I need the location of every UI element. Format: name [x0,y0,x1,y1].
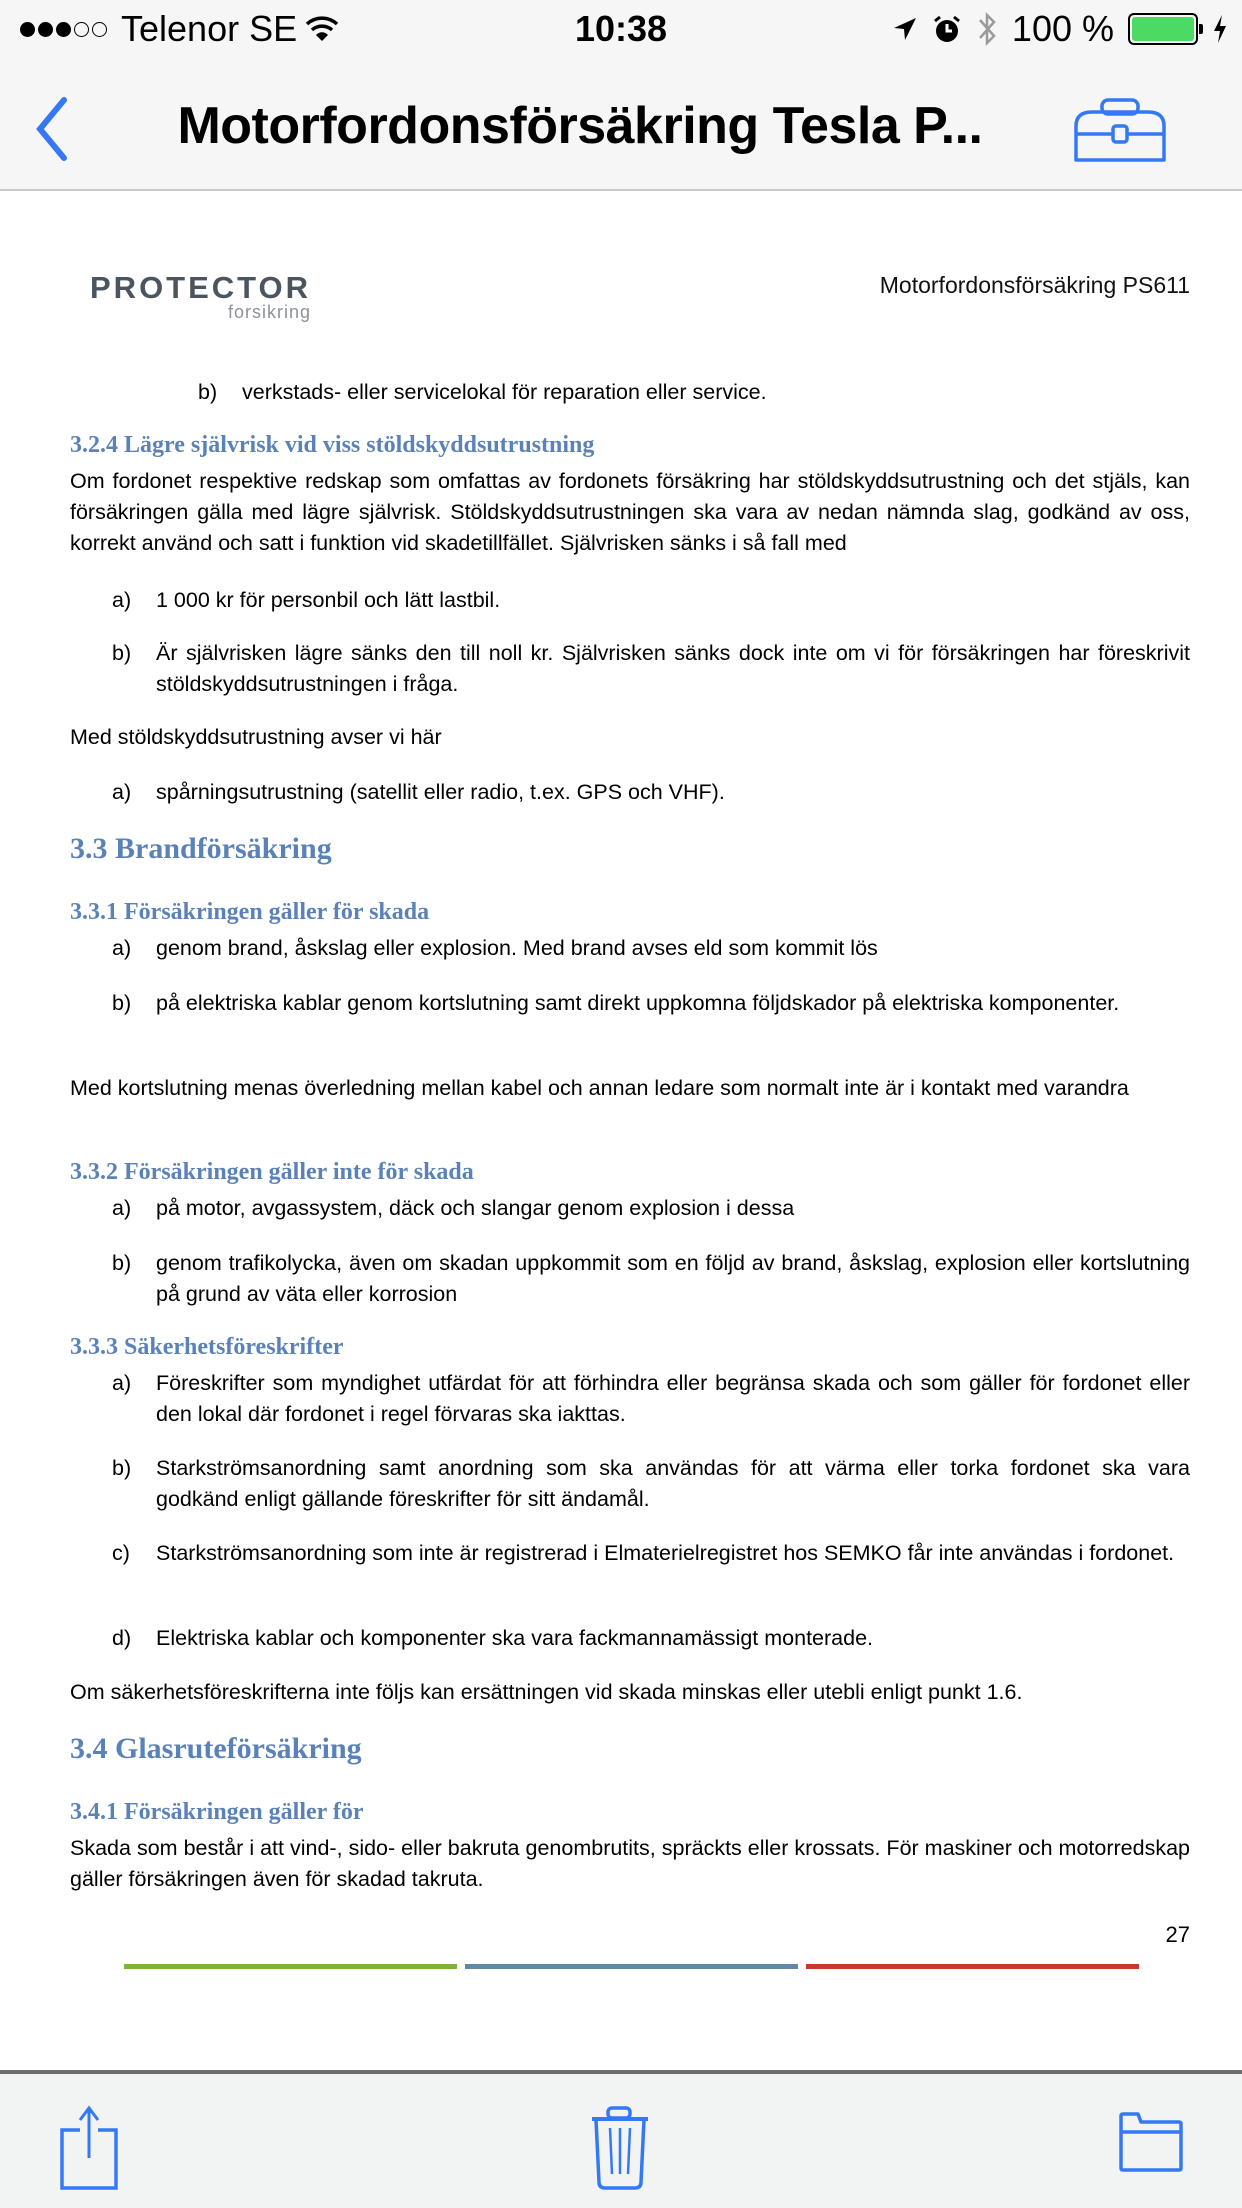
footer-bar-red [806,1964,1139,1969]
footer-bar-blue [465,1964,798,1969]
section-heading-3-3: 3.3 Brandförsäkring [70,832,332,865]
status-bar [0,0,1242,60]
section-heading-3-4: 3.4 Glasruteförsäkring [70,1732,362,1765]
list-item: b) genom trafikolycka, även om skadan uppkommit som en följd av brand, åskslag, explosion eller kortslutning på grund av väta eller korrosion [112,1251,1190,1306]
document-header-title: Motorfordonsförsäkring PS611 [879,272,1190,298]
battery-percent: 100 % [1011,8,1114,49]
section-heading-3-2-4: 3.2.4 Lägre självrisk vid viss stöldskyddsutrustning [70,432,595,458]
toolbox-icon [1072,98,1168,164]
paragraph: Med kortslutning menas överledning mellan kabel och annan ledare som normalt inte är i kontakt med varandra [70,1076,1129,1100]
section-heading-3-4-1: 3.4.1 Försäkringen gäller för [70,1799,364,1825]
list-item: a) spårningsutrustning (satellit eller radio, t.ex. GPS och VHF). [112,780,725,804]
delete-button[interactable] [590,2106,650,2190]
chevron-left-icon [30,94,80,164]
section-heading-3-3-2: 3.3.2 Försäkringen gäller inte för skada [70,1159,474,1185]
protector-logo: PROTECTOR forsikring [90,270,312,322]
list-item: a) på motor, avgassystem, däck och slangar genom explosion i dessa [112,1196,795,1220]
list-item: a) Föreskrifter som myndighet utfärdat för att förhindra eller begränsa skada och som gäller för fordonet eller den lokal där fordonet i regel förvaras ska iakttas. [112,1371,1190,1426]
status-right [892,8,1228,50]
toolbox-button[interactable] [1072,98,1168,164]
paragraph: Om säkerhetsföreskrifterna inte följs kan ersättningen vid skada minskas eller utebli enligt punkt 1.6. [70,1680,1023,1704]
folder-button[interactable] [1118,2112,1184,2172]
list-item: b) verkstads- eller servicelokal för reparation eller service. [198,380,767,404]
share-button[interactable] [58,2104,122,2190]
folder-icon [1118,2112,1184,2172]
bottom-toolbar [0,2070,1242,2208]
list-item: a) 1 000 kr för personbil och lätt lastbil. [112,588,501,612]
list-item: d) Elektriska kablar och komponenter ska vara fackmannamässigt monterade. [112,1626,874,1650]
paragraph: Om fordonet respektive redskap som omfattas av fordonets försäkring har stöldskyddsutrustning och det stjäls, kan försäkringen gälla med lägre självrisk. Stöldskyddsutrustningen ska vara av nedan nämnda slag, godkänd av oss, korrekt använd och satt i funktion vid skadetillfället. Självrisken sänks i så fall med [70,469,1190,555]
charging-bolt-icon [1212,14,1228,44]
page-title: Motorfordonsförsäkring Tesla P... [177,97,983,155]
trash-icon [590,2106,650,2190]
list-item: b) Starkströmsanordning samt anordning som ska användas för att värma eller torka fordonet ska vara godkänd enligt gällande föreskrifter för sitt ändamål. [112,1456,1190,1511]
list-item: a) genom brand, åskslag eller explosion. Med brand avses eld som kommit lös [112,936,878,960]
bluetooth-icon [976,11,998,47]
page-number: 27 [1165,1922,1190,1947]
footer-bar-green [124,1964,457,1969]
back-button[interactable] [30,94,80,164]
section-heading-3-3-1: 3.3.1 Försäkringen gäller för skada [70,899,430,925]
paragraph: Med stöldskyddsutrustning avser vi här [70,725,442,749]
list-item: b) Är självrisken lägre sänks den till noll kr. Självrisken sänks dock inte om vi för försäkringen har föreskrivit stöldskyddsutrustningen i fråga. [112,641,1190,696]
document-page[interactable] [0,192,1242,2070]
status-time: 10:38 [574,8,668,49]
share-icon [58,2104,122,2190]
paragraph: Skada som består i att vind-, sido- eller bakruta genombrutits, spräckts eller krossats. För maskiner och motorredskap gäller försäkringen även för skadad takruta. [70,1836,1190,1891]
battery-icon [1128,13,1198,45]
list-item: c) Starkströmsanordning som inte är registrerad i Elmaterielregistret hos SEMKO får inte användas i fordonet. [112,1541,1175,1565]
location-arrow-icon [892,16,918,42]
list-item: b) på elektriska kablar genom kortslutning samt direkt uppkomna följdskador på elektriska komponenter. [112,991,1120,1015]
alarm-icon [932,14,962,44]
footer-color-bars [124,1964,1139,1969]
carrier-name: Telenor SE [121,8,298,49]
navigation-bar [0,60,1242,191]
section-heading-3-3-3: 3.3.3 Säkerhetsföreskrifter [70,1334,344,1360]
